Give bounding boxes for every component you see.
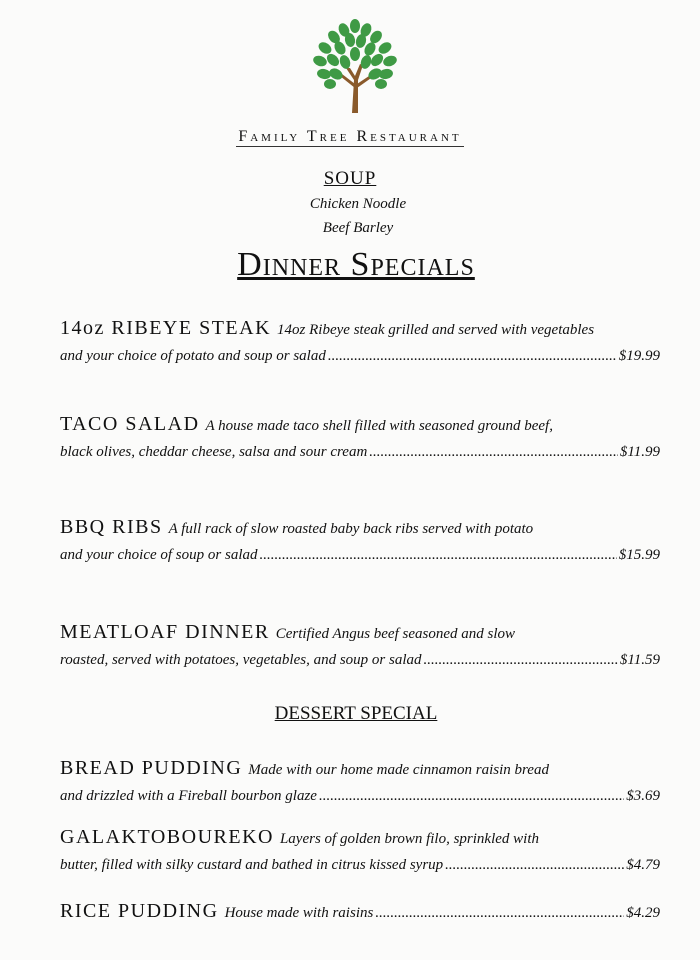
item-description: Made with our home made cinnamon raisin bread — [248, 762, 549, 778]
soup-item: Beef Barley — [322, 220, 394, 236]
tree-icon — [300, 18, 410, 113]
soup-heading-text: SOUP — [323, 168, 377, 189]
menu-item-meatloaf-dinner — [60, 619, 660, 673]
item-description: 14oz Ribeye steak grilled and served with vegetables — [277, 322, 595, 338]
item-description: A house made taco shell filled with seasoned ground beef, — [205, 418, 553, 434]
item-name: MEATLOAF DINNER — [60, 621, 270, 643]
menu-item-ribeye-steak — [60, 315, 660, 369]
item-name: GALAKTOBOUREKO — [60, 826, 274, 848]
menu-item-taco-salad — [60, 411, 660, 465]
item-price: $3.69 — [626, 788, 660, 804]
item-description: and your choice of potato and soup or salad — [60, 348, 326, 364]
item-description: and your choice of soup or salad — [60, 547, 258, 563]
item-description: and drizzled with a Fireball bourbon glaze — [60, 788, 317, 804]
dinner-specials-heading-text: Dinner Specials — [237, 246, 475, 283]
restaurant-name — [0, 128, 700, 146]
item-description: black olives, cheddar cheese, salsa and sour cream — [60, 444, 368, 460]
item-description: Certified Angus beef seasoned and slow — [275, 626, 516, 642]
menu-item-rice-pudding — [60, 898, 660, 926]
menu-item-galaktoboureko — [60, 824, 660, 878]
dinner-specials-heading — [0, 246, 700, 284]
item-description: A full rack of slow roasted baby back ribs served with potato — [168, 521, 534, 537]
item-description: butter, filled with silky custard and bathed in citrus kissed syrup — [60, 857, 444, 873]
dessert-special-heading — [0, 703, 700, 725]
dot-leader — [445, 852, 624, 878]
item-name: RICE PUDDING — [60, 900, 219, 922]
item-name: BREAD PUDDING — [60, 757, 243, 779]
dot-leader — [369, 439, 618, 465]
item-price: $11.99 — [619, 444, 660, 460]
restaurant-name-text: Family Tree Restaurant — [238, 128, 462, 145]
menu-item-bbq-ribs — [60, 514, 660, 568]
item-description: Layers of golden brown filo, sprinkled with — [279, 831, 539, 847]
soup-item: Chicken Noodle — [309, 196, 407, 212]
item-description: roasted, served with potatoes, vegetables, and soup or salad — [60, 652, 422, 668]
dot-leader — [259, 542, 616, 568]
item-description: House made with raisins — [224, 905, 374, 921]
menu-item-bread-pudding — [60, 755, 660, 809]
item-price: $19.99 — [618, 348, 660, 364]
dot-leader — [319, 783, 624, 809]
item-price: $15.99 — [618, 547, 660, 563]
item-name: 14oz RIBEYE STEAK — [60, 317, 272, 339]
dot-leader — [424, 647, 618, 673]
item-price: $4.79 — [626, 857, 660, 873]
dot-leader — [328, 343, 617, 369]
item-name: BBQ RIBS — [60, 516, 163, 538]
item-price: $4.29 — [626, 905, 660, 921]
soup-heading — [0, 168, 700, 190]
dessert-special-heading-text: DESSERT SPECIAL — [274, 703, 438, 724]
item-name: TACO SALAD — [60, 413, 200, 435]
item-price: $11.59 — [619, 652, 660, 668]
dot-leader — [375, 900, 624, 926]
